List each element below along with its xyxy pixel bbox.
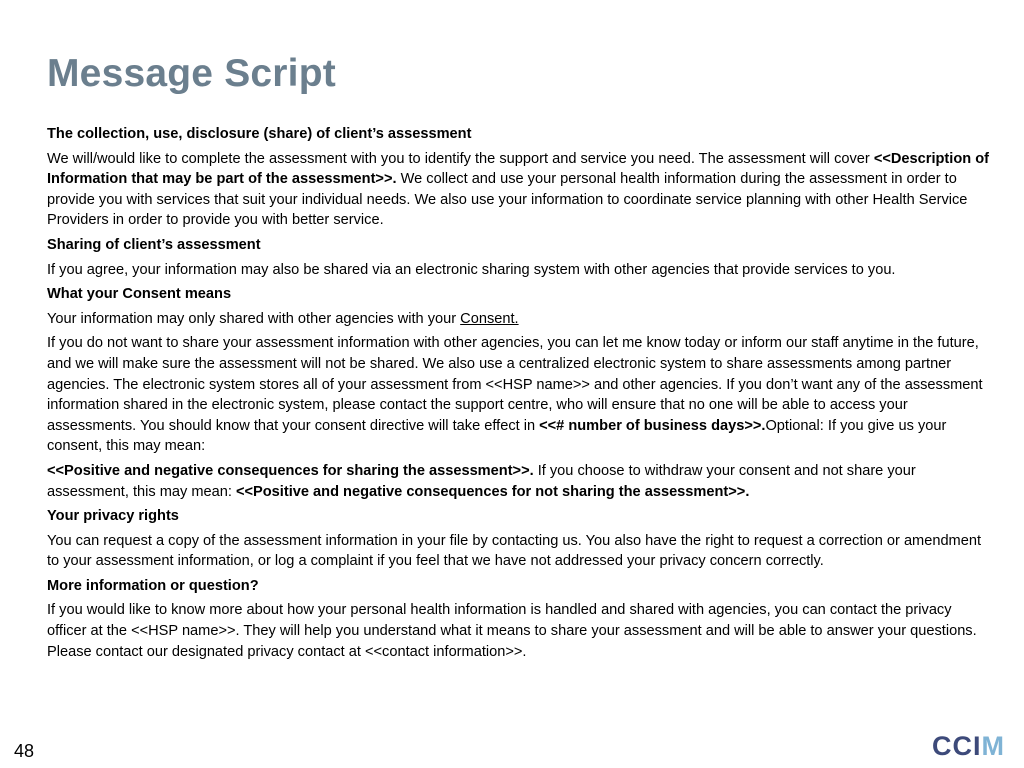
text: If you do not want to share your assessment information with other agencies, you can let me know today or inform our staff anytime in the future, and we will make sure the assessment will not be shared. We also use a centralized electronic system to share assessments among partner agencies. The electronic system stores all of your assessment from <<HSP name>> and other agencies. If you don’t want any of the assessment information shared in the electronic system, please contact the support centre, who will ensure that no one will be able to access your assessments. You should know that your consent directive will take effect in xyxy=(47,335,983,434)
collection-paragraph xyxy=(47,149,992,231)
sharing-paragraph: If you agree, your information may also be shared via an electronic sharing system with other agencies that provide services to you. xyxy=(47,261,896,278)
section-heading-consent: What your Consent means xyxy=(47,286,232,303)
text: Your information may only shared with other agencies with your xyxy=(47,310,461,327)
more-info-paragraph: If you would like to know more about how your personal health information is handled and shared with agencies, you can contact the privacy officer at the <<HSP name>>. They will help you understand what it means to share your assessment and will be able to answer your questions. Please contact our designated privacy contact at <<contact information>>. xyxy=(47,602,977,660)
text: We will/would like to complete the assessment with you to identify the support and service you need. The assessment will cover xyxy=(47,150,874,167)
page-number: 48 xyxy=(14,741,35,761)
text: Optional: If you give us your consent, this may mean: xyxy=(47,417,947,455)
consent-link[interactable]: Consent. xyxy=(460,310,519,327)
consent-paragraph-2 xyxy=(47,333,992,457)
section-heading-privacy-rights: Your privacy rights xyxy=(47,508,179,525)
text: We collect and use your personal health information during the assessment in order to provide you with services that suit your individual needs. We also use your information to coordinate service planning with other Health Service Providers in order to provide you with better service. xyxy=(47,171,968,229)
section-heading-collection: The collection, use, disclosure (share) of client’s assessment xyxy=(47,126,472,142)
ccim-logo xyxy=(932,731,1005,762)
placeholder-consequences-not-sharing: <<Positive and negative consequences for not sharing the assessment>>. xyxy=(235,483,750,500)
page-title: Message Script xyxy=(47,52,336,95)
text: If you choose to withdraw your consent and not share your assessment, this may mean: xyxy=(47,462,916,500)
section-heading-sharing: Sharing of client’s assessment xyxy=(47,236,261,253)
placeholder-description: <<Description of Information that may be part of the assessment>>. xyxy=(47,150,989,188)
logo-text: CCI xyxy=(932,731,982,761)
consent-paragraph-1 xyxy=(47,309,992,330)
message-script-body xyxy=(47,124,992,666)
section-heading-more-info: More information or question? xyxy=(47,577,259,594)
consent-paragraph-3 xyxy=(47,461,992,502)
placeholder-consequences-sharing: <<Positive and negative consequences for sharing the assessment>>. xyxy=(47,462,534,479)
placeholder-business-days: <<# number of business days>>. xyxy=(539,417,766,434)
logo-text-accent: M xyxy=(981,731,1005,761)
privacy-rights-paragraph: You can request a copy of the assessment information in your file by contacting us. You also have the right to request a correction or amendment to your assessment information, or log a complaint if you feel that we have not addressed your privacy concern correctly. xyxy=(47,532,982,570)
